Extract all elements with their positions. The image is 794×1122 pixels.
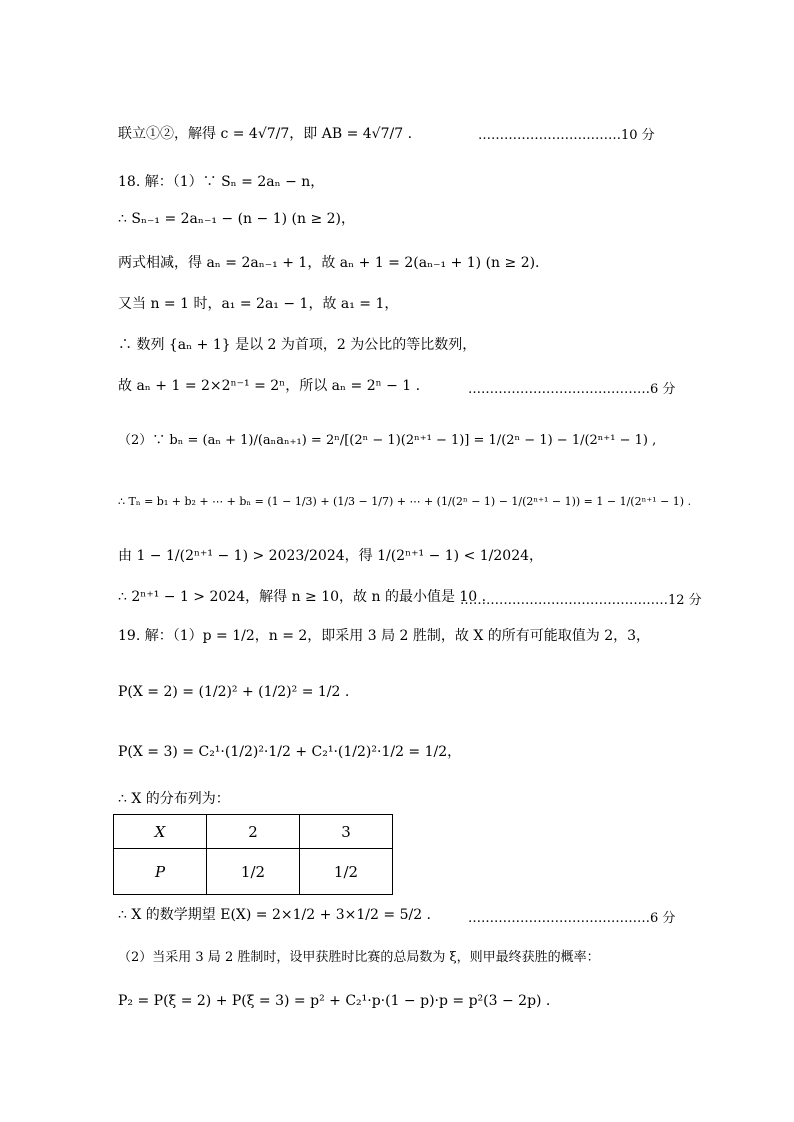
line-2: 18. 解：（1）∵ Sₙ = 2aₙ − n， bbox=[118, 174, 325, 190]
line-11: ∴ 2ⁿ⁺¹ − 1 > 2024，解得 n ≥ 10，故 n 的最小值是 10 . bbox=[118, 589, 487, 605]
score-12: …………………………………………12 分 bbox=[460, 593, 702, 608]
line-17: （2）当采用 3 局 2 胜制时，设甲获胜时比赛的总局数为 ξ，则甲最终获胜的概率： bbox=[118, 950, 600, 965]
table-cell: 1/2 bbox=[300, 849, 393, 895]
distribution-table bbox=[113, 814, 393, 895]
line-8: （2）∵ bₙ = (aₙ + 1)/(aₙaₙ₊₁) = 2ⁿ/[(2ⁿ − 1)(2ⁿ⁺¹ − 1)] = 1/(2ⁿ − 1) − 1/(2ⁿ⁺¹ − 1) , bbox=[118, 433, 657, 448]
line-18: P₂ = P(ξ = 2) + P(ξ = 3) = p² + C₂¹·p·(1 − p)·p = p²(3 − 2p) . bbox=[118, 993, 551, 1009]
table-cell: 2 bbox=[207, 815, 300, 849]
line-4: 两式相减，得 aₙ = 2aₙ₋₁ + 1，故 aₙ + 1 = 2(aₙ₋₁ + 1) (n ≥ 2). bbox=[118, 255, 540, 271]
line-6: ∴ 数列 {aₙ + 1} 是以 2 为首项，2 为公比的等比数列， bbox=[118, 337, 477, 353]
table-cell: 3 bbox=[300, 815, 393, 849]
table-cell: X bbox=[114, 815, 207, 849]
line-5: 又当 n = 1 时，a₁ = 2a₁ − 1，故 a₁ = 1， bbox=[118, 296, 399, 312]
table-row bbox=[114, 815, 393, 849]
score-6a: ……………………………………6 分 bbox=[468, 382, 676, 397]
line-12: 19. 解：（1）p = 1/2，n = 2，即采用 3 局 2 胜制，故 X 的所有可能取值为 2，3， bbox=[118, 628, 651, 644]
line-16: ∴ X 的数学期望 E(X) = 2×1/2 + 3×1/2 = 5/2 . bbox=[118, 907, 431, 923]
table-cell: 1/2 bbox=[207, 849, 300, 895]
line-10: 由 1 − 1/(2ⁿ⁺¹ − 1) > 2023/2024，得 1/(2ⁿ⁺¹ − 1) < 1/2024， bbox=[118, 548, 544, 564]
line-1: 联立①②，解得 c = 4√7/7，即 AB = 4√7/7 . bbox=[118, 126, 413, 142]
table-cell: P bbox=[114, 849, 207, 895]
line-7: 故 aₙ + 1 = 2×2ⁿ⁻¹ = 2ⁿ，所以 aₙ = 2ⁿ − 1 . bbox=[118, 378, 421, 394]
score-10: ……………………………10 分 bbox=[478, 128, 655, 143]
table-row bbox=[114, 849, 393, 895]
line-9: ∴ Tₙ = b₁ + b₂ + ⋯ + bₙ = (1 − 1/3) + (1/3 − 1/7) + ⋯ + (1/(2ⁿ − 1) − 1/(2ⁿ⁺¹ − 1)) = 1 − 1/(2ⁿ⁺¹ − 1) . bbox=[118, 495, 692, 508]
line-3: ∴ Sₙ₋₁ = 2aₙ₋₁ − (n − 1) (n ≥ 2)， bbox=[118, 211, 355, 227]
line-15: ∴ X 的分布列为： bbox=[118, 791, 230, 807]
line-14: P(X = 3) = C₂¹·(1/2)²·1/2 + C₂¹·(1/2)²·1/2 = 1/2， bbox=[118, 744, 462, 760]
score-6b: ……………………………………6 分 bbox=[468, 911, 676, 926]
line-13: P(X = 2) = (1/2)² + (1/2)² = 1/2 . bbox=[118, 684, 350, 700]
